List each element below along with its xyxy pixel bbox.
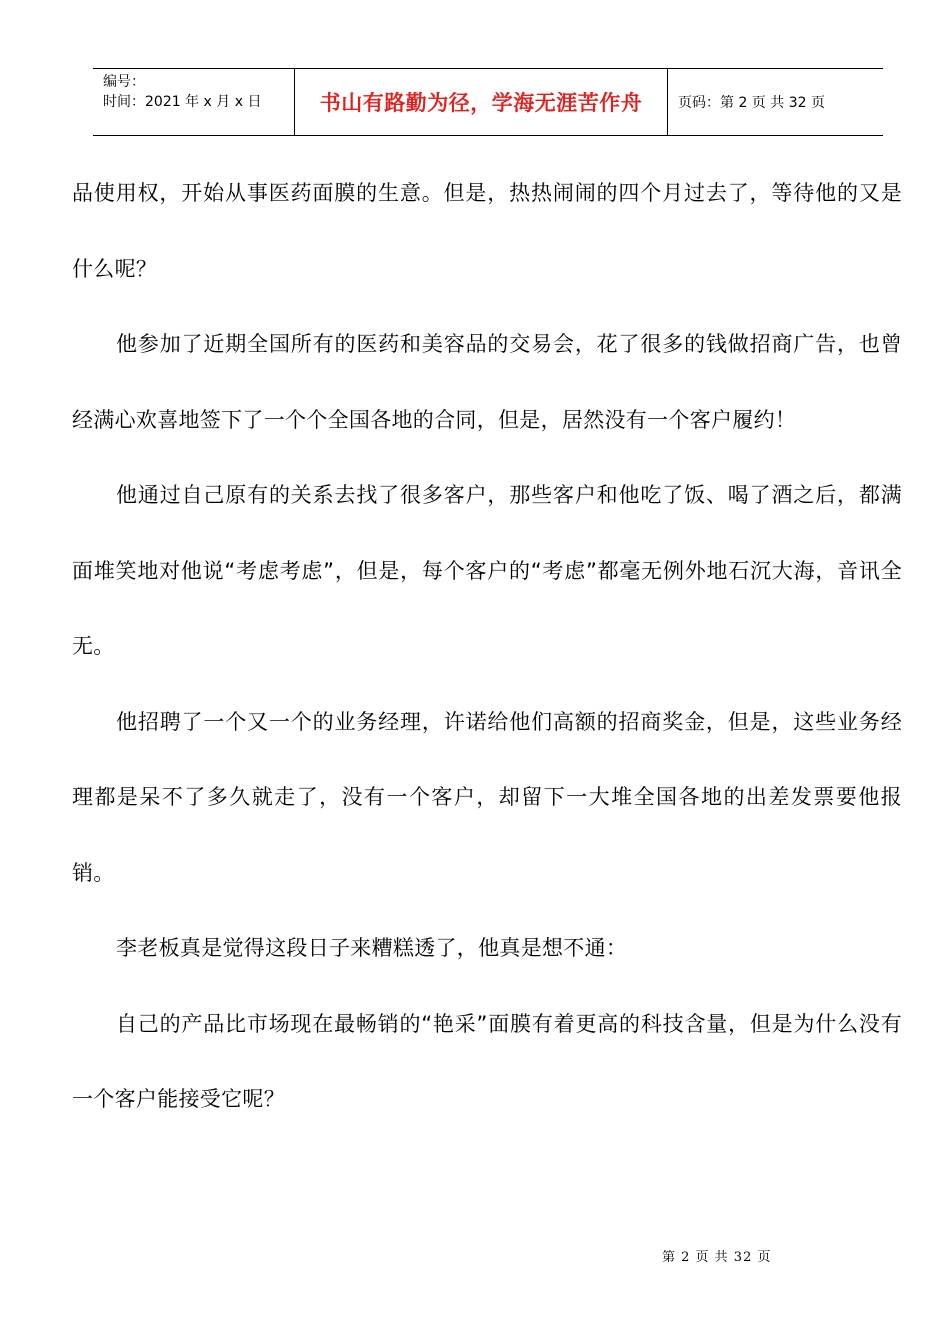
paragraph: 他参加了近期全国所有的医药和美容品的交易会，花了很多的钱做招商广告，也曾经满心欢喜地签下了一个个全国各地的合同，但是，居然没有一个客户履约！ — [72, 332, 902, 432]
paragraph: 他通过自己原有的关系去找了很多客户，那些客户和他吃了饭、喝了酒之后，都满面堆笑地对他说“考虑考虑”，但是，每个客户的“考虑”都毫无例外地石沉大海，音讯全无。 — [72, 483, 902, 658]
paragraph: 他招聘了一个又一个的业务经理，许诺给他们高额的招商奖金，但是，这些业务经理都是呆不了多久就走了，没有一个客户，却留下一大堆全国各地的出差发票要他报销。 — [72, 709, 902, 885]
header-page-cell — [668, 69, 883, 135]
paragraph: 品使用权，开始从事医药面膜的生意。但是，热热闹闹的四个月过去了，等待他的又是什么呢？ — [72, 181, 902, 281]
document-number-label: 编号： — [103, 74, 145, 90]
page-footer: 第 2 页 共 32 页 — [662, 1250, 772, 1265]
paragraph: 自己的产品比市场现在最畅销的“艳采”面膜有着更高的科技含量，但是为什么没有一个客户能接受它呢？ — [72, 1011, 902, 1111]
document-body — [72, 156, 902, 1138]
header-motto: 书山有路勤为径，学海无涯苦作舟 — [319, 91, 643, 115]
header-meta-cell — [93, 69, 295, 135]
header-table — [93, 68, 883, 136]
document-time-label: 时间：2021 年 x 月 x 日 — [103, 94, 262, 110]
header-page-info: 页码：第 2 页 共 32 页 — [678, 95, 825, 111]
paragraph: 李老板真是觉得这段日子来糟糕透了，他真是想不通： — [116, 936, 628, 960]
header-motto-cell — [295, 69, 668, 135]
